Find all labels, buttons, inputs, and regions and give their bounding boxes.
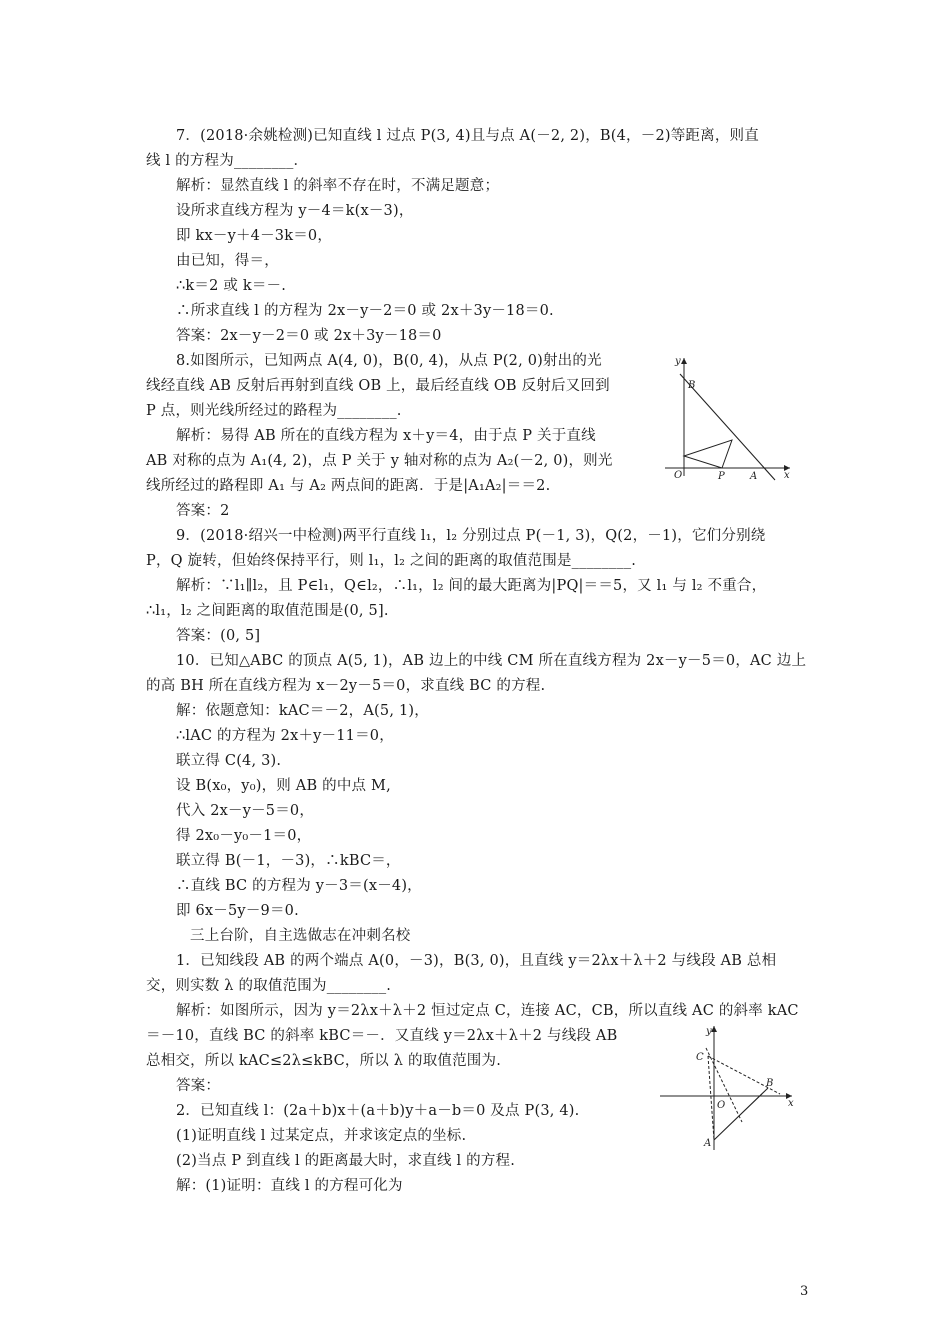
- text-line: P，Q 旋转，但始终保持平行，则 l₁，l₂ 之间的距离的取值范围是________.: [146, 553, 637, 569]
- text-line: ∴所求直线 l 的方程为 2x－y－2＝0 或 2x＋3y－18＝0.: [176, 303, 554, 319]
- fig1-label-P: P: [718, 471, 725, 482]
- text-line: AB 对称的点为 A₁(4, 2)，点 P 关于 y 轴对称的点为 A₂(－2, 0)，则光: [146, 453, 613, 469]
- text-line: 8.如图所示，已知两点 A(4, 0)，B(0, 4)，从点 P(2, 0)射出的光: [176, 353, 602, 369]
- fig2-label-A: A: [704, 1138, 712, 1149]
- text-line: 设所求直线方程为 y－4＝k(x－3)，: [176, 203, 414, 219]
- text-line: ∴k＝2 或 k＝－.: [176, 278, 287, 294]
- text-line: 解析：∵l₁∥l₂，且 P∈l₁，Q∈l₂，∴l₁，l₂ 间的最大距离为|PQ|＝＝5，又 l₁ 与 l₂ 不重合，: [176, 578, 767, 594]
- text-line: 答案：2: [176, 503, 230, 519]
- text-line: ∴l₁，l₂ 之间距离的取值范围是(0, 5].: [146, 603, 389, 619]
- text-line: P 点，则光线所经过的路程为________.: [146, 403, 402, 419]
- text-line: 即 kx－y＋4－3k＝0，: [176, 228, 333, 244]
- text-line: 即 6x－5y－9＝0.: [176, 903, 299, 919]
- fig2-label-B: B: [766, 1078, 774, 1089]
- y-axis-arrow: [681, 358, 687, 364]
- text-line: ∴lAC 的方程为 2x＋y－11＝0，: [176, 728, 394, 744]
- text-line: 的高 BH 所在直线方程为 x－2y－5＝0，求直线 BC 的方程.: [146, 678, 546, 694]
- fig1-label-O: O: [674, 470, 683, 481]
- text-line: 代入 2x－y－5＝0，: [176, 803, 315, 819]
- text-line: 由已知，得＝，: [176, 253, 279, 269]
- text-line: 解析：易得 AB 所在的直线方程为 x＋y＝4，由于点 P 关于直线: [176, 428, 596, 444]
- figure-reflection: [660, 352, 800, 482]
- text-line: 解析：如图所示，因为 y＝2λx＋λ＋2 恒过定点 C，连接 AC，CB，所以直线 AC 的斜率 kAC: [176, 1003, 799, 1019]
- text-line: 得 2x₀－y₀－1＝0，: [176, 828, 312, 844]
- text-line: ＝－10，直线 BC 的斜率 kBC＝－．又直线 y＝2λx＋λ＋2 与线段 AB: [146, 1028, 618, 1044]
- text-line: 2．已知直线 l：(2a＋b)x＋(a＋b)y＋a－b＝0 及点 P(3, 4).: [176, 1103, 580, 1119]
- text-line: 线 l 的方程为________．: [146, 153, 309, 169]
- text-line: 交，则实数 λ 的取值范围为________.: [146, 978, 392, 994]
- text-line: 解析：显然直线 l 的斜率不存在时，不满足题意；: [176, 178, 500, 194]
- text-line: 线所经过的路程即 A₁ 与 A₂ 两点间的距离．于是|A₁A₂|＝＝2.: [146, 478, 551, 494]
- fig2-label-O: O: [717, 1100, 726, 1111]
- text-line: 9．(2018·绍兴一中检测)两平行直线 l₁，l₂ 分别过点 P(－1, 3)，Q(2，－1)，它们分别绕: [176, 528, 766, 544]
- fig1-label-y: y: [675, 356, 681, 367]
- text-line: (2)当点 P 到直线 l 的距离最大时，求直线 l 的方程.: [176, 1153, 516, 1169]
- fig1-label-B: B: [688, 380, 696, 391]
- text-line: 总相交，所以 kAC≤2λ≤kBC，所以 λ 的取值范围为.: [146, 1053, 501, 1069]
- text-line: ∴直线 BC 的方程为 y－3＝(x－4)，: [176, 878, 422, 894]
- segment-CA: [708, 1056, 714, 1140]
- y-axis-arrow: [711, 1026, 717, 1032]
- text-line: 联立得 B(－1，－3)，∴kBC＝，: [176, 853, 401, 869]
- light-path: [684, 440, 732, 468]
- text-line: 答案：(0, 5]: [176, 628, 261, 644]
- text-line: 答案：2x－y－2＝0 或 2x＋3y－18＝0: [176, 328, 442, 344]
- fig1-label-A: A: [750, 471, 758, 482]
- text-line: 三上台阶，自主选做志在冲刺名校: [190, 928, 411, 944]
- fig1-label-x: x: [784, 470, 790, 481]
- fig2-label-C: C: [696, 1052, 704, 1063]
- text-line: (1)证明直线 l 过某定点，并求该定点的坐标.: [176, 1128, 467, 1144]
- text-line: 解：依题意知：kAC＝－2，A(5, 1)，: [176, 703, 429, 719]
- text-line: 7．(2018·余姚检测)已知直线 l 过点 P(3, 4)且与点 A(－2, 2)，B(4，－2)等距离，则直: [176, 128, 759, 144]
- text-line: 1．已知线段 AB 的两个端点 A(0，－3)，B(3, 0)，且直线 y＝2λx＋λ＋2 与线段 AB 总相: [176, 953, 777, 969]
- fig2-label-x: x: [788, 1098, 794, 1109]
- text-line: 线经直线 AB 反射后再射到直线 OB 上，最后经直线 OB 反射后又回到: [146, 378, 610, 394]
- text-line: 答案：: [176, 1078, 221, 1094]
- page-number: 3: [800, 1284, 809, 1299]
- text-line: 联立得 C(4, 3).: [176, 753, 282, 769]
- figure-segment: [656, 1022, 806, 1152]
- text-line: 设 B(x₀，y₀)，则 AB 的中点 M,: [176, 778, 391, 794]
- fig2-label-y: y: [706, 1026, 712, 1037]
- text-line: 解：(1)证明：直线 l 的方程可化为: [176, 1178, 403, 1194]
- text-line: 10．已知△ABC 的顶点 A(5, 1)，AB 边上的中线 CM 所在直线方程为 2x－y－5＝0，AC 边上: [176, 653, 807, 669]
